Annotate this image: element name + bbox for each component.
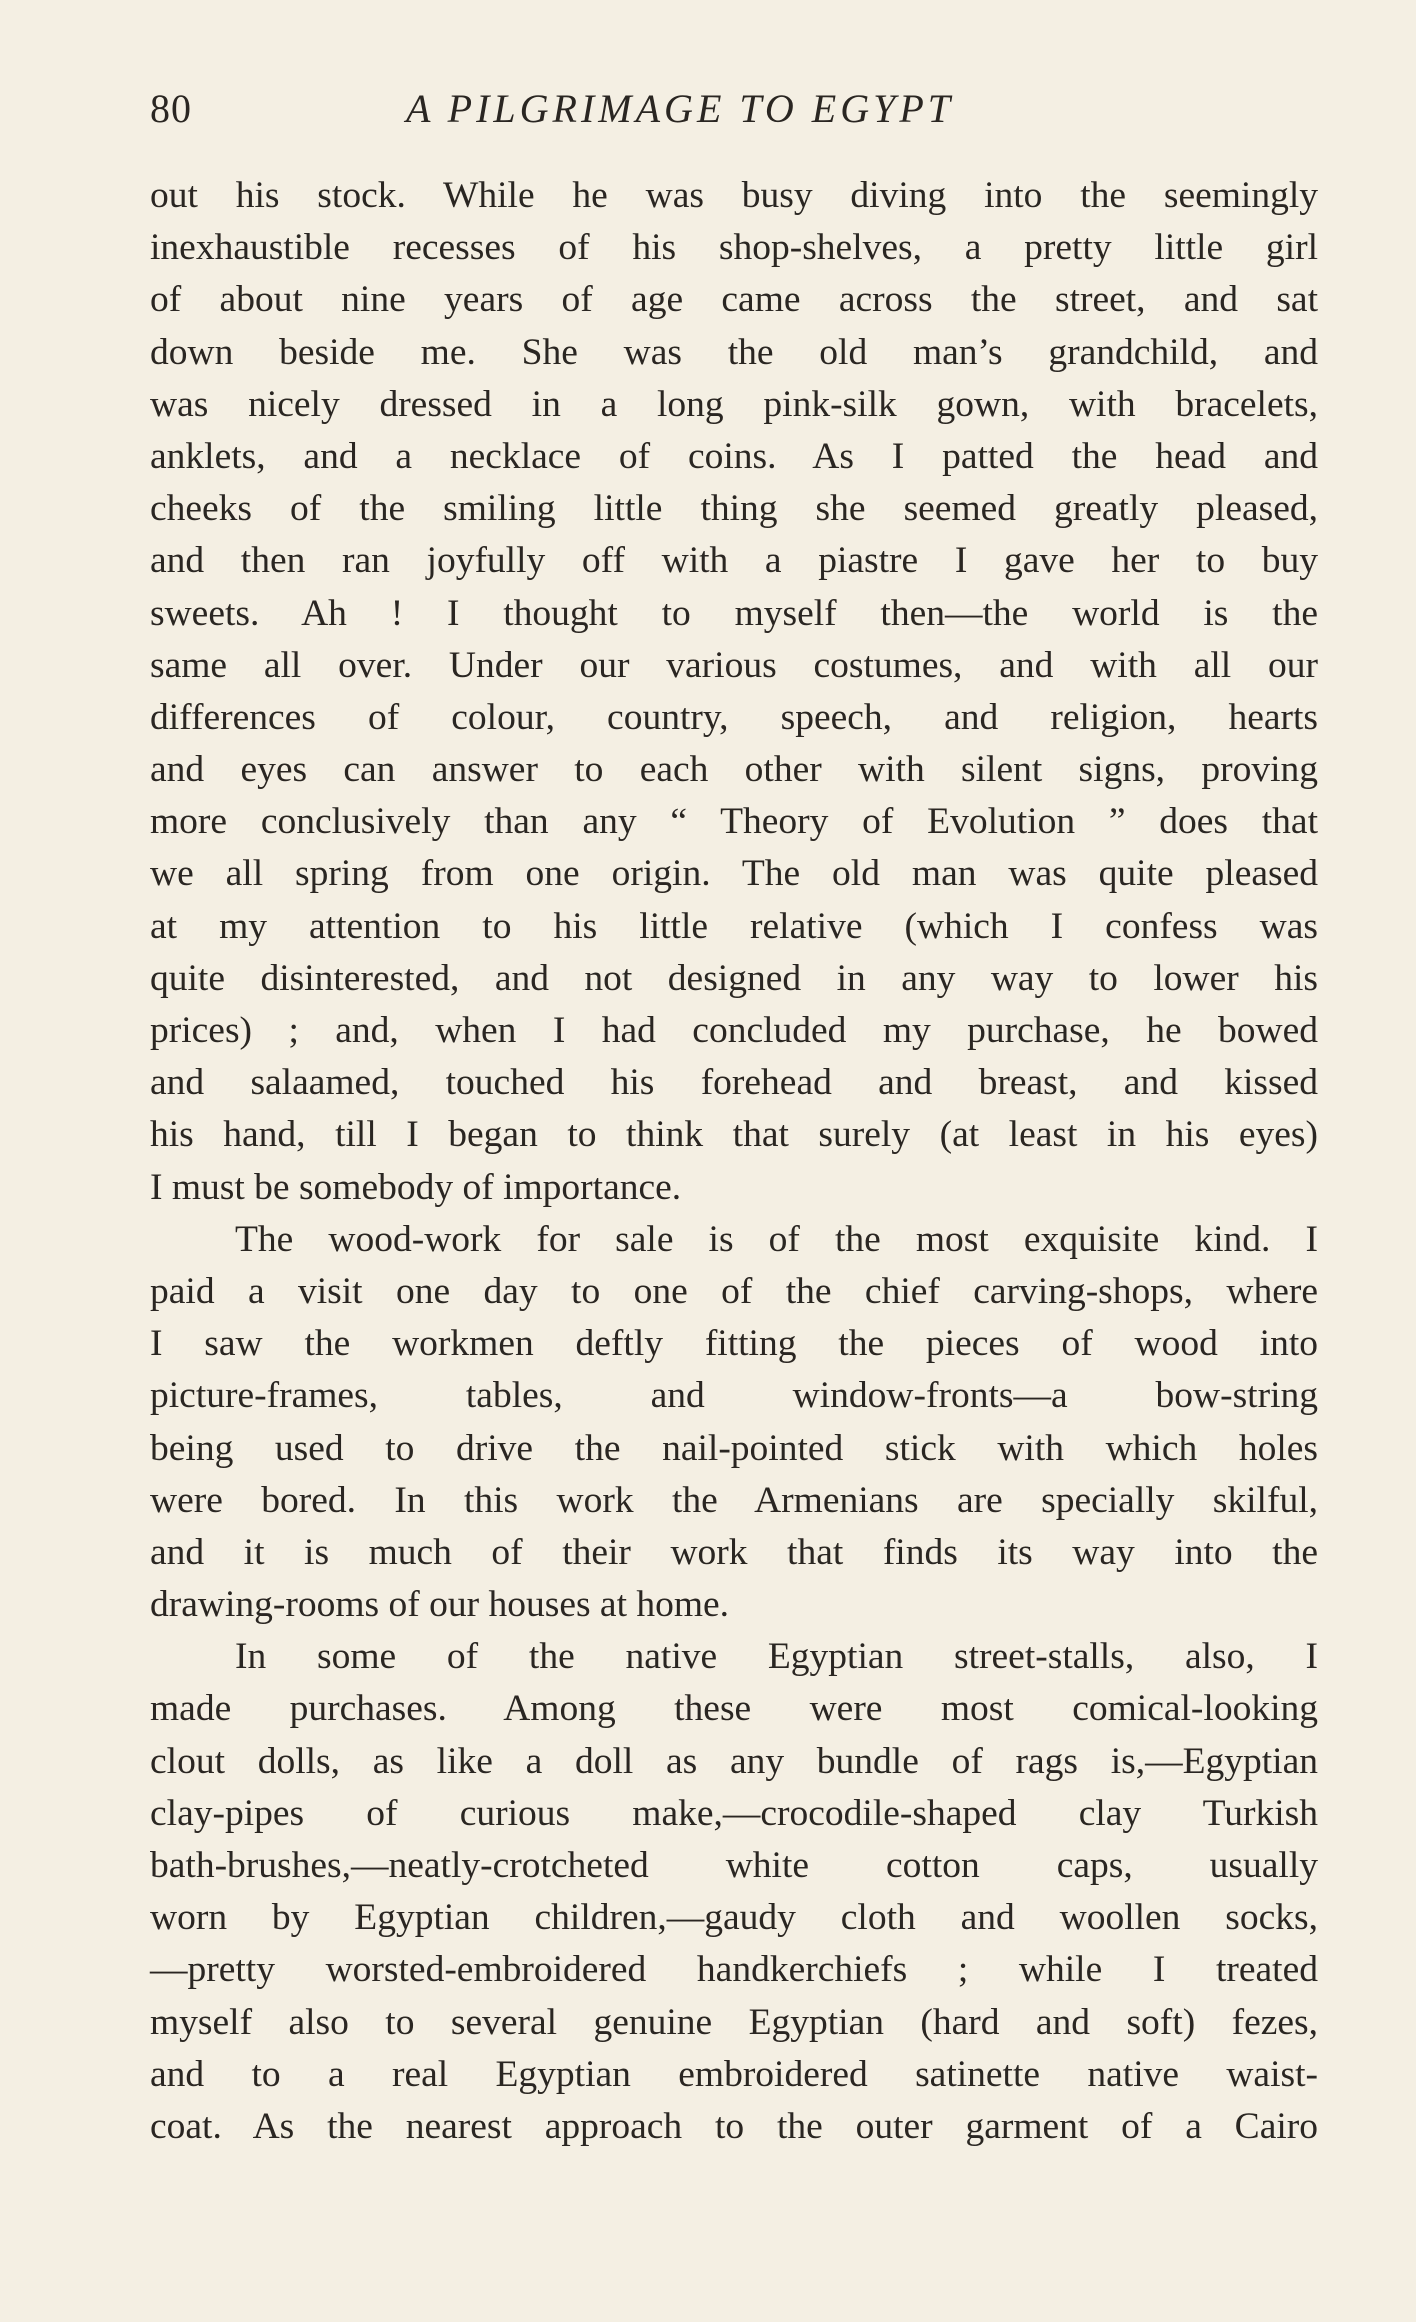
- text-line: I must be somebody of importance.: [150, 1166, 682, 1208]
- text-line: bath-brushes,—neatly-crotcheted white cotton caps, usually: [150, 1845, 1318, 1886]
- text-line: and eyes can answer to each other with silent signs, proving: [150, 749, 1318, 791]
- text-line: down beside me. She was the old man’s grandchild, and: [150, 331, 1318, 373]
- text-line: his hand, till I began to think that surely (at least in his eyes): [150, 1114, 1318, 1156]
- text-line: anklets, and a necklace of coins. As I patted the head and: [150, 435, 1318, 477]
- text-line: clay-pipes of curious make,—crocodile-shaped clay Turkish: [150, 1792, 1318, 1834]
- text-line: —pretty worsted-embroidered handkerchiefs ; while I treated: [150, 1949, 1318, 1991]
- text-line: cheeks of the smiling little thing she seemed greatly pleased,: [150, 488, 1318, 530]
- text-line: prices) ; and, when I had concluded my purchase, he bowed: [150, 1010, 1318, 1051]
- text-line: In some of the native Egyptian street-stalls, also, I: [235, 1636, 1318, 1678]
- text-line: I saw the workmen deftly fitting the pieces of wood into: [150, 1323, 1318, 1365]
- text-line: and it is much of their work that finds its way into the: [150, 1531, 1318, 1573]
- text-line: paid a visit one day to one of the chief carving-shops, where: [150, 1270, 1318, 1312]
- text-line: coat. As the nearest approach to the outer garment of a Cairo: [150, 2105, 1318, 2147]
- text-line: out his stock. While he was busy diving into the seemingly: [150, 175, 1318, 216]
- text-line: at my attention to his little relative (which I confess was: [150, 905, 1318, 947]
- text-line: clout dolls, as like a doll as any bundle of rags is,—Egyptian: [150, 1740, 1318, 1782]
- body-text: [150, 170, 1318, 2153]
- text-line: was nicely dressed in a long pink-silk gown, with bracelets,: [150, 383, 1318, 425]
- text-line: same all over. Under our various costumes, and with all our: [150, 644, 1318, 686]
- text-line: worn by Egyptian children,—gaudy cloth and woollen socks,: [150, 1897, 1318, 1939]
- text-line: being used to drive the nail-pointed stick with which holes: [150, 1427, 1318, 1469]
- text-line: and to a real Egyptian embroidered satinette native waist-: [150, 2053, 1318, 2095]
- text-line: picture-frames, tables, and window-fronts—a bow-string: [150, 1375, 1318, 1417]
- text-line: more conclusively than any “ Theory of Evolution ” does that: [150, 801, 1318, 843]
- text-line: and then ran joyfully off with a piastre I gave her to buy: [150, 540, 1318, 582]
- text-line: drawing-rooms of our houses at home.: [150, 1584, 730, 1626]
- text-line: differences of colour, country, speech, and religion, hearts: [150, 696, 1318, 738]
- page-number: 80: [150, 86, 192, 131]
- text-line: we all spring from one origin. The old man was quite pleased: [150, 853, 1318, 895]
- text-line: were bored. In this work the Armenians are specially skilful,: [150, 1479, 1318, 1521]
- text-line: The wood-work for sale is of the most exquisite kind. I: [235, 1218, 1318, 1260]
- text-line: and salaamed, touched his forehead and breast, and kissed: [150, 1062, 1318, 1104]
- text-line: of about nine years of age came across the street, and sat: [150, 279, 1318, 321]
- text-line: myself also to several genuine Egyptian (hard and soft) fezes,: [150, 2001, 1318, 2043]
- text-line: sweets. Ah ! I thought to myself then—the world is the: [150, 592, 1318, 634]
- text-line: made purchases. Among these were most comical-looking: [150, 1688, 1318, 1730]
- text-line: inexhaustible recesses of his shop-shelves, a pretty little girl: [150, 227, 1318, 269]
- page-header: [150, 85, 1320, 145]
- running-title: A PILGRIMAGE TO EGYPT: [405, 86, 955, 131]
- text-line: quite disinterested, and not designed in any way to lower his: [150, 957, 1318, 999]
